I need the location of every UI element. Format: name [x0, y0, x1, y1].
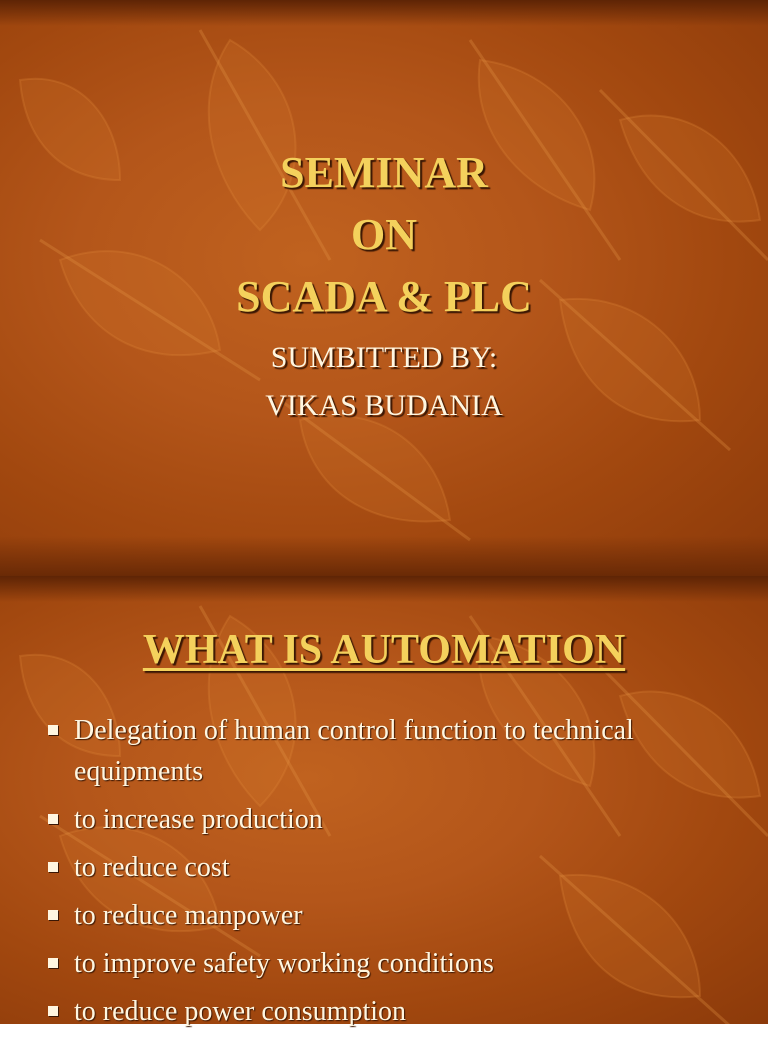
bullet-text: to reduce manpower [74, 900, 303, 931]
list-item [46, 895, 746, 936]
title-line-1: SEMINAR [280, 148, 488, 197]
top-shade [0, 0, 768, 26]
bullet-text: to reduce cost [74, 852, 230, 883]
square-bullet-icon [48, 725, 58, 735]
bottom-shade [0, 536, 768, 576]
bullet-list [46, 710, 746, 1039]
top-shade [0, 576, 768, 602]
list-item [46, 710, 746, 792]
square-bullet-icon [48, 862, 58, 872]
slide-title-block [0, 142, 768, 328]
list-item [46, 847, 746, 888]
bullet-text: Delegation of human control function to technical equipments [74, 715, 634, 787]
square-bullet-icon [48, 958, 58, 968]
bullet-text: to improve safety working conditions [74, 948, 494, 979]
bullet-text: to increase production [74, 804, 323, 835]
submitted-by-label: SUMBITTED BY: [270, 341, 498, 374]
square-bullet-icon [48, 910, 58, 920]
title-line-2: ON [351, 210, 417, 259]
slide-subtitle-block [0, 334, 768, 430]
list-item [46, 799, 746, 840]
square-bullet-icon [48, 814, 58, 824]
title-line-3: SCADA & PLC [236, 272, 532, 321]
square-bullet-icon [48, 1006, 58, 1016]
list-item [46, 943, 746, 984]
slide-heading: WHAT IS AUTOMATION [142, 627, 626, 673]
author-name: VIKAS BUDANIA [265, 389, 503, 422]
list-item [46, 991, 746, 1032]
bullet-text: to reduce power consumption [74, 996, 407, 1027]
